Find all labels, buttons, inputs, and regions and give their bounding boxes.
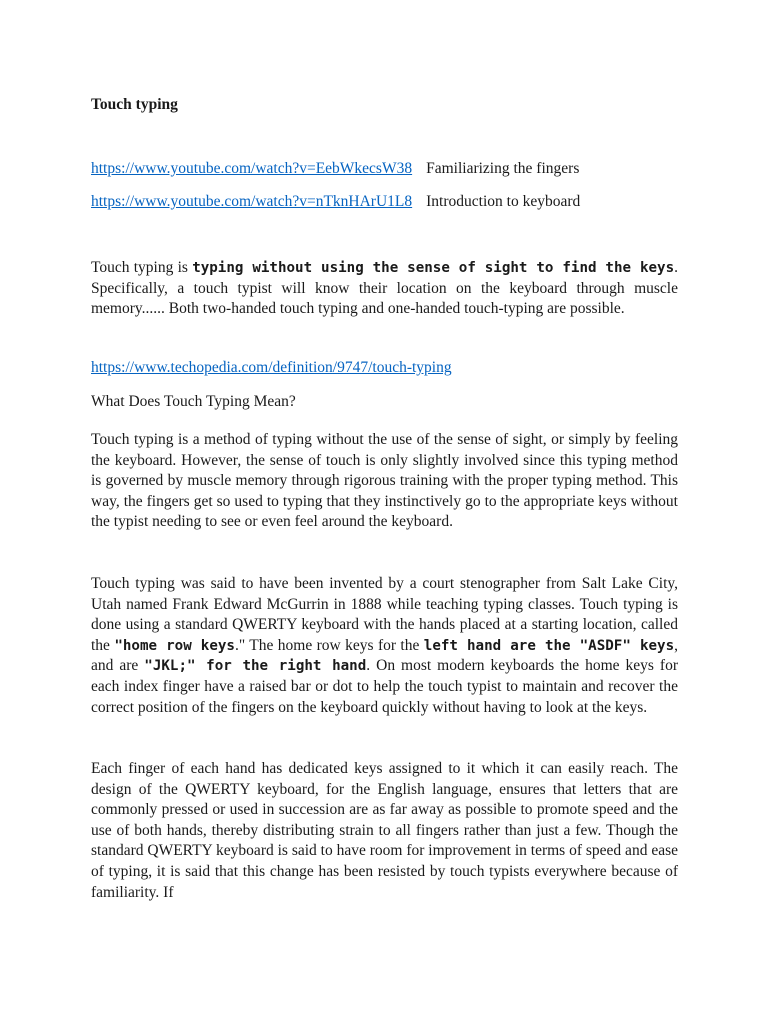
intro-rest: . Specifically, a touch typist will know their location on the keyboard through muscle memory...... Both two-handed touch typing and one-handed touch-typing are possible.: [91, 259, 678, 318]
p2-text-4: . On most modern keyboards the home keys for each index finger have a raised bar or dot to help the touch typist to maintain and recover the correct position of the fingers on the keyboard quickly without having to look at the keys.: [91, 657, 679, 716]
paragraph-2: [91, 574, 678, 718]
youtube-link-1[interactable]: https://www.youtube.com/watch?v=EebWkecsW38: [91, 160, 413, 177]
p2-bold-3: "JKL;" for the right hand: [144, 658, 367, 675]
techopedia-link[interactable]: https://www.techopedia.com/definition/9747/touch-typing: [91, 359, 452, 376]
doc-title: Touch typing: [91, 96, 178, 113]
p2-bold-2: left hand are the "ASDF" keys: [423, 637, 675, 654]
youtube-link-2[interactable]: https://www.youtube.com/watch?v=nTknHArU1L8: [91, 193, 413, 210]
p2-bold-1: "home row keys: [114, 637, 235, 654]
intro-bold: typing without using the sense of sight to find the keys: [192, 260, 675, 276]
intro-lead: Touch typing is: [91, 259, 193, 276]
p2-text-2: ." The home row keys for the: [234, 636, 424, 654]
paragraph-3: Each finger of each hand has dedicated keys assigned to it which it can easily reach. The design of the QWERTY keyboard, for the English language, ensures that letters that are commonly pressed or used in succession are as far away as possible to promote speed and the use of both hands, thereby distributing strain to all fingers rather than just a few. Though the standard QWERTY keyboard is said to have room for improvement in terms of speed and ease of typing, it is said that this change has been resisted by touch typists everywhere because of familiarity. If: [91, 760, 678, 901]
video-link-desc-2: Introduction to keyboard: [426, 193, 581, 210]
techopedia-link-row: [91, 359, 452, 377]
paragraph-1: Touch typing is a method of typing without the use of the sense of sight, or simply by feeling the keyboard. However, the sense of touch is only slightly involved since this typing method is governed by muscle memory through rigorous training with the proper typing method. This way, the fingers get so used to typing that they instinctively go to the appropriate keys without the typist needing to see or even feel around the keyboard.: [91, 431, 678, 531]
video-link-desc-1: Familiarizing the fingers: [426, 160, 580, 177]
video-link-row-1: [91, 160, 579, 178]
p2-text-1: Touch typing was said to have been invented by a court stenographer from Salt Lake City, Utah named Frank Edward McGurrin in 1888 while teaching typing classes. Touch typing is done using a standard QWERTY keyboard with the hands placed at a starting location, called the: [91, 575, 678, 654]
p2-text-3: , and are: [91, 636, 678, 675]
section-question: What Does Touch Typing Mean?: [91, 393, 296, 410]
video-link-row-2: [91, 193, 580, 211]
intro-paragraph: [91, 258, 678, 320]
